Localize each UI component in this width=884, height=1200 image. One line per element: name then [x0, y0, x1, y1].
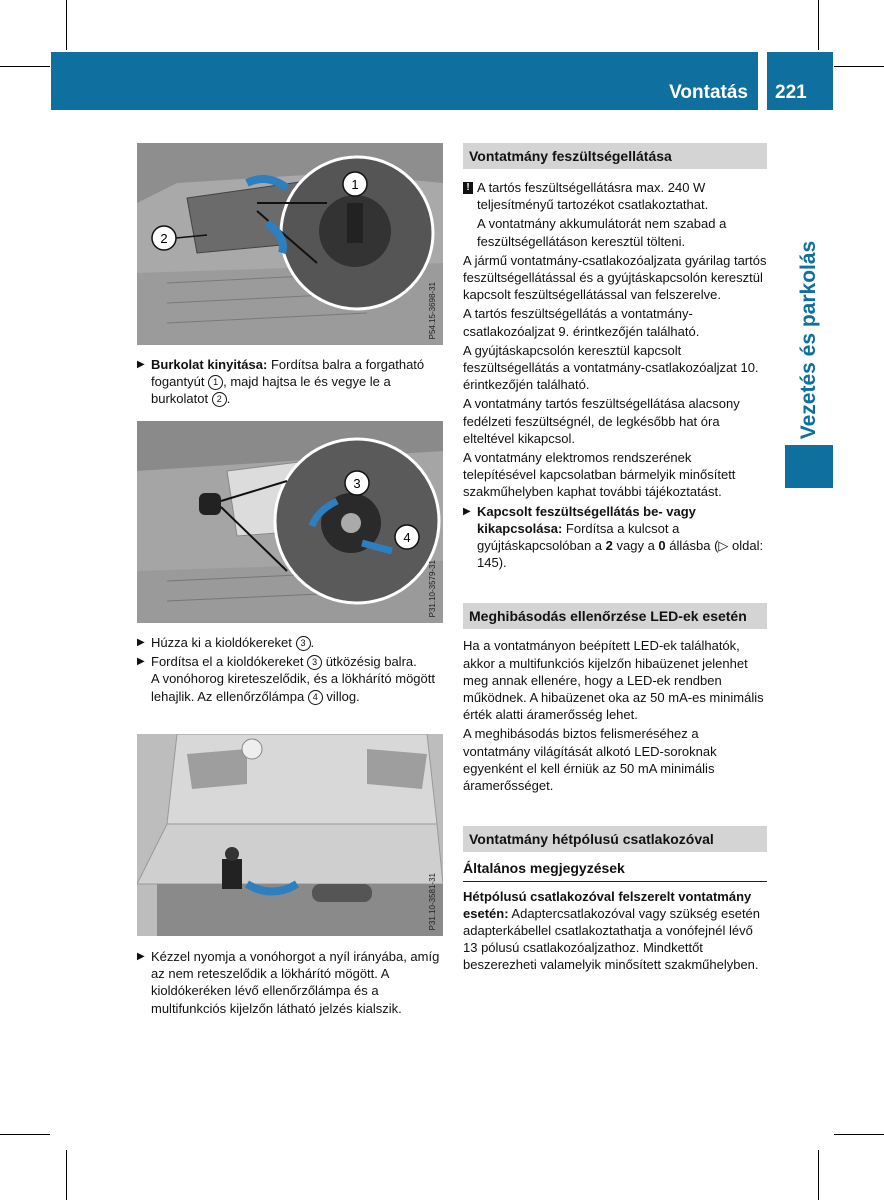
callout-4: 4	[403, 530, 411, 545]
step-pull-wheel	[137, 634, 443, 651]
paragraph: A meghibásodás biztos felismeréséhez a vontatmány világítását alkotó LED-soroknak egyenként el kell érniük az 50 mA minimális áramerősséget.	[463, 726, 717, 794]
circled-number: 2	[212, 392, 227, 407]
callout-1: 1	[351, 177, 359, 192]
release-wheel-illustration	[137, 421, 443, 623]
step-text: .	[310, 635, 315, 650]
crop-mark	[834, 1134, 884, 1135]
circled-number: 3	[307, 655, 322, 670]
bullet-arrow-icon: ▶	[137, 656, 145, 668]
step-switch-power	[463, 503, 767, 572]
crop-mark	[0, 66, 50, 67]
callout-2: 2	[160, 231, 168, 246]
callout-3: 3	[353, 476, 361, 491]
paragraph: A gyújtáskapcsolón keresztül kapcsolt feszültségellátás a vontatmány-csatlakozóaljzat 10. érintkezőjén található.	[463, 342, 759, 393]
circled-number: 3	[296, 636, 311, 651]
right-column	[463, 143, 767, 976]
step-push-towbar	[137, 948, 443, 1017]
key-position: 2	[605, 538, 613, 554]
header-bar	[51, 52, 758, 110]
crop-mark	[66, 0, 67, 50]
crop-mark	[818, 0, 819, 50]
step-text: Fordítsa a kulcsot a gyújtáskapcsolóban a	[477, 520, 680, 554]
step-text: állásba (▷ oldal: 145).	[477, 538, 764, 571]
step-text: Fordítsa el a kioldókereket	[151, 654, 308, 670]
step-turn-wheel	[137, 653, 443, 705]
subheading-general-notes: Általános megjegyzések	[463, 860, 767, 881]
page-number: 221	[775, 82, 807, 103]
figure-release-wheel	[137, 421, 443, 623]
paragraph: A tartós feszültségellátás a vontatmány-csatlakozóaljzat 9. érintkezőjén található.	[463, 306, 700, 339]
step-result-text: A vonóhorog kireteszelődik, és a lökhárító mögött lehajlik. Az ellenőrzőlámpa	[151, 671, 435, 704]
paragraph-text: Adaptercsatlakozóval vagy szükség esetén adapterkábellel csatlakoztathatja a vonófejnél lévő 13 pólusú csatlakozóaljzathoz. Mindkettőt beszerezheti valamelyik minősített szakműhelyben.	[463, 905, 761, 973]
warning-icon: !	[463, 182, 473, 194]
circled-number: 4	[308, 690, 323, 705]
bullet-arrow-icon: ▶	[137, 637, 145, 648]
circled-number: 1	[208, 375, 223, 390]
section-heading-power-supply: Vontatmány feszültségellátása	[463, 143, 767, 169]
crop-mark	[818, 1150, 819, 1200]
step-text: Húzza ki a kioldókereket	[151, 635, 296, 650]
paragraph	[463, 888, 767, 974]
figure-towbar-rear	[137, 734, 443, 936]
step-text: Kézzel nyomja a vonóhorgot a nyíl irányába, amíg az nem reteszelődik a lökhárító mögött. A kioldókeréken lévő ellenőrzőlámpa és a multifunkciós kijelzőn látható jelzés kialszik.	[151, 949, 440, 1016]
crop-mark	[0, 1134, 50, 1135]
paragraph-lead: Hétpólusú csatlakozóval felszerelt vontatmány esetén:	[463, 888, 752, 921]
page-number-box	[767, 52, 833, 110]
side-tab-label: Vezetés és parkolás	[797, 240, 820, 440]
section-heading-led-check: Meghibásodás ellenőrzése LED-ek esetén	[463, 603, 767, 629]
step-text: Fordítsa balra a forgatható fogantyút	[151, 357, 425, 390]
chapter-title: Vontatás	[669, 82, 748, 103]
figure-code: P31.10-3581-31	[428, 872, 437, 930]
left-column-steps-2-3	[137, 634, 443, 707]
crop-mark	[66, 1150, 67, 1200]
step-result-text: villog.	[322, 688, 360, 704]
step-open-cover	[137, 356, 443, 408]
section-heading-seven-pin: Vontatmány hétpólusú csatlakozóval	[463, 826, 767, 852]
step-text: , majd hajtsa le és vegye le a burkolatot	[151, 374, 391, 407]
warning-note	[463, 179, 767, 250]
figure-trunk-cover	[137, 143, 443, 345]
step-text: vagy a	[612, 538, 659, 554]
figure-code: P31.10-3579-31	[428, 559, 437, 617]
trunk-cover-illustration	[137, 143, 443, 345]
left-column-step1	[137, 356, 443, 410]
bullet-arrow-icon: ▶	[463, 505, 471, 517]
paragraph: Ha a vontatmányon beépített LED-ek találhatók, akkor a multifunkciós kijelzőn hibaüzenet jelenhet meg annak ellenére, hogy a LED-ek rendben működnek. A hibaüzenet oka az 50 mA-es minimális érték alatti áramerősség lehet.	[463, 638, 764, 723]
towbar-rear-illustration	[137, 734, 443, 936]
left-column-step4	[137, 948, 443, 1019]
warning-text: A tartós feszültségellátásra max. 240 W teljesítményű tartozékot csatlakoztathat.	[477, 180, 709, 213]
step-label: Kapcsolt feszültségellátás be- vagy kikapcsolása:	[477, 503, 696, 536]
bullet-arrow-icon: ▶	[137, 951, 145, 962]
side-tab-marker	[785, 445, 833, 488]
step-text: .	[226, 391, 231, 407]
bullet-arrow-icon: ▶	[137, 359, 145, 370]
paragraph: A vontatmány elektromos rendszerének telepítésével kapcsolatban bármelyik minősített szakműhelyben kaphat további tájékoztatást.	[463, 450, 736, 500]
paragraph: A jármű vontatmány-csatlakozóaljzata gyárilag tartós feszültségellátással és a gyújtáskapcsolón keresztül kapcsolt feszültségellátással van felszerelve.	[463, 252, 767, 303]
warning-text-2: A vontatmány akkumulátorát nem szabad a feszültségellátáson keresztül tölteni.	[477, 216, 727, 249]
figure-code: P54.15-3698-31	[428, 281, 437, 339]
step-text: ütközésig balra.	[322, 654, 417, 670]
paragraph: A vontatmány tartós feszültségellátása alacsony fedélzeti feszültségnél, de legkésőbb hat óra elteltével kikapcsol.	[463, 396, 740, 446]
crop-mark	[834, 66, 884, 67]
step-label: Burkolat kinyitása:	[151, 357, 268, 372]
key-position: 0	[658, 538, 666, 554]
